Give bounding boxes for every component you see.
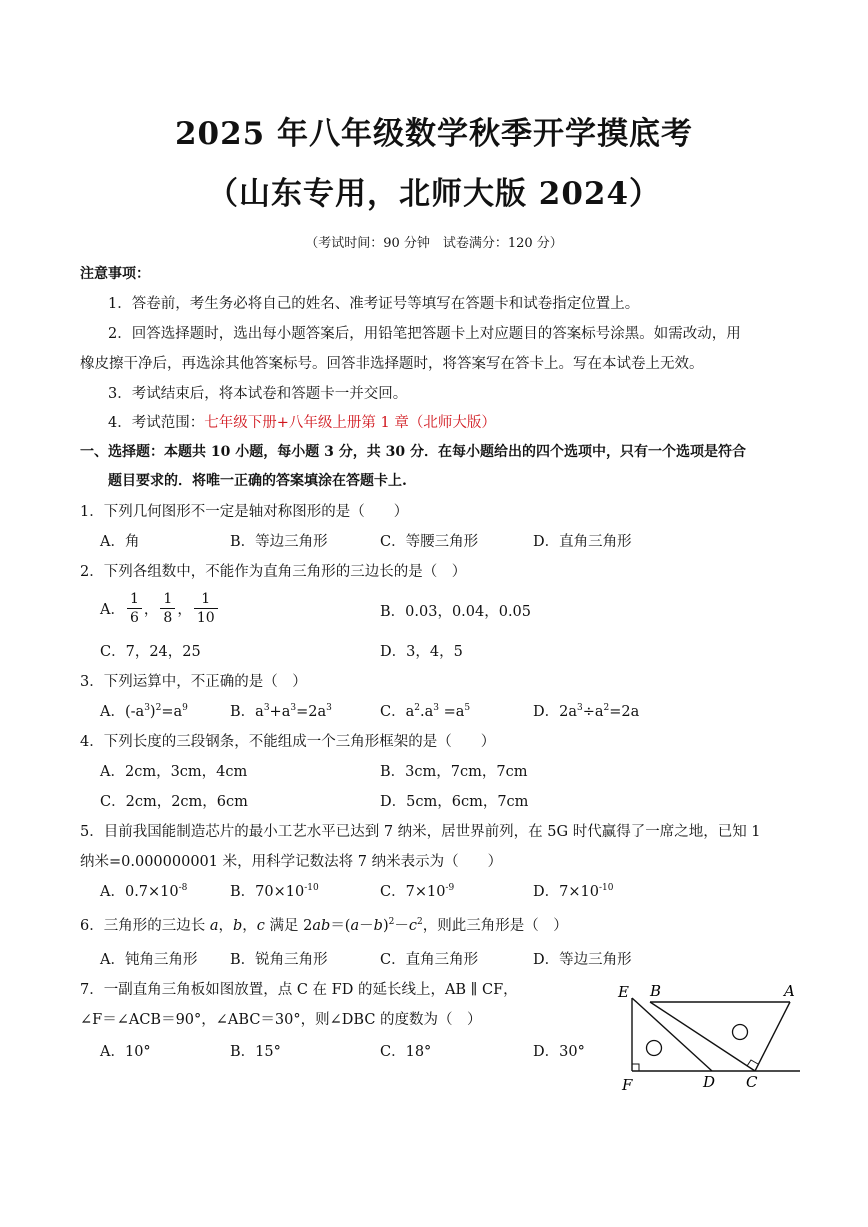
section-heading-line2: 题目要求的．将唯一正确的答案填涂在答题卡上. xyxy=(108,473,407,489)
q5-a-base: A．0.7×10 xyxy=(100,884,179,900)
q6-stem-mid: 满足 2 xyxy=(264,918,313,934)
q3-option-a xyxy=(100,700,188,721)
q1-option-d: D．直角三角形 xyxy=(533,534,632,550)
notes-heading: 注意事项： xyxy=(80,266,150,282)
q3-a-exp-2: 2 xyxy=(155,703,162,713)
label-a: A xyxy=(784,982,795,1000)
q2-a-sep-2: ， xyxy=(177,602,192,618)
q6-comma-1: ， xyxy=(218,918,233,934)
q1-stem: 1．下列几何图形不一定是轴对称图形的是（ ） xyxy=(80,504,409,520)
q5-line1: 5．目前我国能制造芯片的最小工艺水平已达到 7 纳米，居世界前列，在 5G 时代赢得了一席之地，已知 1 xyxy=(80,824,761,840)
q3-b-exp-3: 3 xyxy=(326,703,332,713)
q3-a-paren: ) xyxy=(149,704,156,720)
q2-a-num-1: 1 xyxy=(127,590,142,609)
q3-c-text: C．a xyxy=(380,704,415,720)
q1-option-b: B．等边三角形 xyxy=(230,534,328,550)
section-heading-line1: 一、选择题：本题共 10 小题，每小题 3 分，共 30 分．在每小题给出的四个选项中，只有一个选项是符合 xyxy=(80,444,746,460)
line-bc xyxy=(650,1002,755,1071)
q3-option-b xyxy=(230,700,332,721)
q3-a-exp-3: 9 xyxy=(182,703,188,713)
q2-option-c: C．7，24，25 xyxy=(100,644,201,660)
q7-triangle-figure xyxy=(600,980,810,1095)
q3-b-exp-1: 3 xyxy=(263,703,270,713)
q3-d-result: =2a xyxy=(609,704,640,720)
q3-stem: 3．下列运算中，不正确的是（ ） xyxy=(80,674,307,690)
q3-option-c xyxy=(380,700,470,721)
q3-b-text: B．a xyxy=(230,704,264,720)
label-d: D xyxy=(703,1073,716,1091)
q2-a-num-2: 1 xyxy=(160,590,175,609)
q6-eq: ＝( xyxy=(330,918,351,934)
q3-c-exp-1: 2 xyxy=(414,703,420,713)
q1-option-c: C．等腰三角形 xyxy=(380,534,479,550)
q6-var-a2: a xyxy=(350,918,360,934)
q4-option-d: D．5cm，6cm，7cm xyxy=(380,794,529,810)
q3-c-result: =a xyxy=(438,704,465,720)
q6-c-square: 2 xyxy=(416,917,423,927)
q2-a-fraction-2 xyxy=(160,590,175,627)
exam-title: 2025 年八年级数学秋季开学摸底考 xyxy=(174,116,694,152)
notes-item-1: 1．答卷前，考生务必将自己的姓名、准考证号等填写在答题卡和试卷指定位置上。 xyxy=(108,296,640,312)
q5-d-exp: -10 xyxy=(598,883,614,893)
q5-option-b xyxy=(230,880,319,901)
label-f: F xyxy=(622,1076,633,1094)
q7-line2: ∠F＝∠ACB＝90°，∠ABC＝30°，则∠DBC 的度数为（ ） xyxy=(80,1012,482,1028)
q3-d-exp-1: 3 xyxy=(577,703,583,713)
triangle-hole-left xyxy=(647,1041,662,1056)
q6-var-b: b xyxy=(233,918,243,934)
q6-var-b2: b xyxy=(373,918,383,934)
q6-minus-2: － xyxy=(394,918,409,934)
q4-option-b: B．3cm，7cm，7cm xyxy=(380,764,528,780)
q5-a-exp: -8 xyxy=(178,883,188,893)
exam-meta: （考试时间：90 分钟 试卷满分：120 分） xyxy=(305,236,563,251)
q2-a-sep-1: ， xyxy=(143,602,159,618)
triangle-hole-right xyxy=(733,1025,748,1040)
q6-var-c: c xyxy=(256,918,265,934)
q7-line1: 7．一副直角三角板如图放置，点 C 在 FD 的延长线上，AB ∥ CF， xyxy=(80,982,518,998)
label-c: C xyxy=(746,1073,758,1091)
right-angle-f xyxy=(632,1064,639,1071)
q2-a-fraction-1 xyxy=(127,590,142,627)
q6-option-a: A．钝角三角形 xyxy=(100,952,198,968)
q3-d-exp-2: 2 xyxy=(603,703,610,713)
q3-a-result: =a xyxy=(161,704,183,720)
q4-stem: 4．下列长度的三段钢条，不能组成一个三角形框架的是（ ） xyxy=(80,734,496,750)
line-ac xyxy=(755,1002,790,1071)
q5-option-c xyxy=(380,880,454,901)
q5-c-exp: -9 xyxy=(445,883,455,893)
q6-stem xyxy=(80,914,568,935)
q6-minus: － xyxy=(359,918,374,934)
q7-option-a: A．10° xyxy=(100,1044,151,1060)
q2-a-den-3: 10 xyxy=(196,610,215,626)
q6-comma-2: ， xyxy=(242,918,257,934)
q5-line2: 纳米=0.000000001 米，用科学记数法将 7 纳米表示为（ ） xyxy=(80,854,503,870)
q5-b-base: B．70×10 xyxy=(230,884,305,900)
q3-c-dot: .a xyxy=(419,704,434,720)
notes-item-2: 2．回答选择题时，选出每小题答案后，用铅笔把答题卡上对应题目的答案标号涂黑。如需改动，用 xyxy=(108,326,741,342)
q6-close-paren: ) xyxy=(382,918,389,934)
q2-a-den-2: 8 xyxy=(163,610,173,626)
q7-option-b: B．15° xyxy=(230,1044,281,1060)
q3-a-exp-1: 3 xyxy=(144,703,150,713)
q2-a-num-3: 1 xyxy=(194,590,218,609)
q5-option-d xyxy=(533,880,613,901)
q5-option-a xyxy=(100,880,187,901)
q1-option-a: A．角 xyxy=(100,534,140,550)
label-b: B xyxy=(650,982,662,1000)
q2-a-den-1: 6 xyxy=(129,610,139,626)
q6-option-d: D．等边三角形 xyxy=(533,952,632,968)
q2-option-a xyxy=(100,590,220,627)
q6-option-c: C．直角三角形 xyxy=(380,952,479,968)
exam-scope: 七年级下册+八年级上册第 1 章（北师大版） xyxy=(204,415,496,431)
right-angle-c xyxy=(747,1060,758,1066)
notes-item-3: 3．考试结束后，将本试卷和答题卡一并交回。 xyxy=(108,386,408,402)
q3-b-result: =2a xyxy=(296,704,327,720)
q3-d-div: ÷a xyxy=(582,704,604,720)
q6-var-c2: c xyxy=(408,918,417,934)
q2-option-b: B．0.03，0.04，0.05 xyxy=(380,604,532,620)
notes-item-4 xyxy=(108,411,496,432)
q6-option-b: B．锐角三角形 xyxy=(230,952,328,968)
q4-option-c: C．2cm，2cm，6cm xyxy=(100,794,248,810)
q3-b-plus: +a xyxy=(269,704,291,720)
q2-stem: 2．下列各组数中，不能作为直角三角形的三边长的是（ ） xyxy=(80,564,467,580)
notes-item-2-cont: 橡皮擦干净后，再选涂其他答案标号。回答非选择题时，将答案写在答卡上。写在本试卷上无效。 xyxy=(80,356,704,372)
q7-option-d: D．30° xyxy=(533,1044,585,1060)
exam-subtitle: （山东专用，北师大版 2024） xyxy=(206,176,662,212)
notes-item-4-prefix: 4．考试范围： xyxy=(108,415,205,431)
label-e: E xyxy=(618,983,629,1001)
q5-d-base: D．7×10 xyxy=(533,884,599,900)
q6-square: 2 xyxy=(388,917,395,927)
q3-option-d xyxy=(533,700,639,721)
q6-var-a: a xyxy=(209,918,219,934)
q6-var-ab: ab xyxy=(312,918,331,934)
q2-a-fraction-3 xyxy=(194,590,218,627)
q6-stem-start: 6．三角形的三边长 xyxy=(80,918,210,934)
q5-c-base: C．7×10 xyxy=(380,884,446,900)
q3-d-text: D．2a xyxy=(533,704,577,720)
q3-c-exp-2: 3 xyxy=(433,703,439,713)
q3-b-exp-2: 3 xyxy=(290,703,297,713)
q2-option-d: D．3，4，5 xyxy=(380,644,463,660)
q7-option-c: C．18° xyxy=(380,1044,432,1060)
q3-a-text: A．(-a xyxy=(100,704,145,720)
q4-option-a: A．2cm，3cm，4cm xyxy=(100,764,248,780)
q3-c-exp-3: 5 xyxy=(464,703,471,713)
q5-b-exp: -10 xyxy=(304,883,319,893)
q6-stem-end: ，则此三角形是（ ） xyxy=(422,918,568,934)
q2-a-label: A． xyxy=(100,602,125,618)
